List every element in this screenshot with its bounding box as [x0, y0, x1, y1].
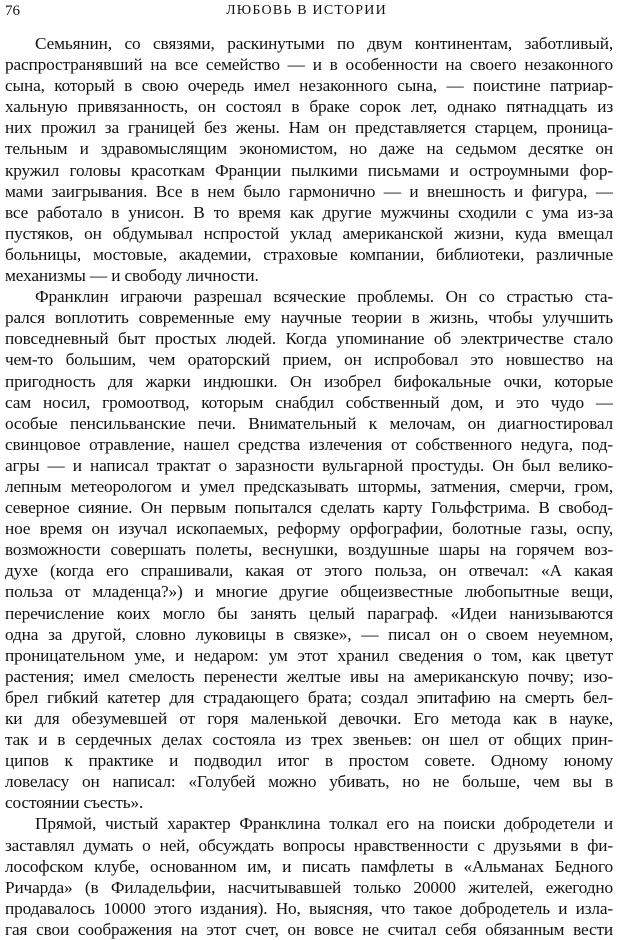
text-line: агры — и написал трактат о заразности вульгарной простуды. Он был велико-	[5, 455, 613, 475]
text-line: чем-то большим, чем ораторский прием, он испробовал это новшество на	[5, 350, 613, 370]
text-line: лософском клубе, основанном им, и писать памфлеты в «Альманах Бедного	[5, 856, 613, 876]
text-line: свинцовое отравление, нашел средства излечения от собственного недуга, под-	[5, 434, 613, 454]
text-line: сына, который в свою очередь имел незаконного сына, — поистине патриар-	[5, 76, 613, 96]
page-header	[5, 1, 608, 21]
text-line: механизмы — и свободу личности.	[5, 266, 259, 286]
text-line: Прямой, чистый характер Франклина толкал его на поиски добродетели и	[35, 814, 613, 834]
text-line: ное время он изучал ископаемых, реформу орфографии, болотные газы, оспу,	[5, 519, 613, 539]
text-line: так и в сердечных делах состояла из трех звеньев: он шел от общих прин-	[5, 730, 613, 750]
running-title: ЛЮБОВЬ В ИСТОРИИ	[226, 3, 387, 18]
text-line: проницательном уме, и недаром: ум этот хранил сведения о том, как цветут	[5, 645, 613, 665]
text-line: повседневный быт простых людей. Когда упоминание об электричестве стало	[5, 329, 613, 349]
body-text	[5, 33, 613, 940]
text-line: пригодность для жарки индюшки. Он изобрел бифокальные очки, которые	[5, 371, 613, 391]
text-line: ципов к практике и подводил итог в простом совете. Одному юному	[5, 751, 613, 771]
text-line: продавалось 10000 этого издания). Но, выясняя, что такое добродетель и изла-	[5, 898, 613, 918]
text-line: брел гибкий катетер для страдающего брата; создал эпитафию на смерть бел-	[5, 687, 613, 707]
text-line: кружил головы красоткам Франции пылкими письмами и остроумными фор-	[5, 160, 613, 180]
text-line: ловеласу он написал: «Голубей можно убивать, но не больше, чем вы в	[5, 772, 613, 792]
text-line: Ричарда» (в Филадельфии, насчитывавшей только 20000 жителей, ежегодно	[5, 877, 613, 897]
page-number: 76	[5, 3, 20, 19]
text-line: возможности совершать полеты, веснушки, воздушные шары на горячем воз-	[5, 540, 613, 560]
text-line: мами заигрывания. Все в нем было гармонично — и внешность и фигура, —	[5, 181, 613, 201]
text-line: духе (когда его спрашивали, какая от этого польза, он отвечал: «А какая	[5, 561, 613, 581]
text-line: хальную привязанность, он состоял в браке сорок лет, однако пятнадцать из	[5, 97, 613, 117]
text-line: северное сияние. Он первым попытался сделать карту Гольфстрима. В свобод-	[5, 498, 613, 518]
text-line: распространявший на все семейство — и в особенности на своего незаконного	[5, 55, 613, 75]
text-line: сам носил, громоотвод, которым снабдил собственный дом, и это чудо —	[5, 392, 613, 412]
text-line: Семьянин, со связями, раскинутыми по двум континентам, заботливый,	[35, 34, 613, 53]
text-line: больницы, мостовые, академии, страховые компании, библиотеки, различные	[5, 244, 613, 264]
text-line: пустяков, он обдумывал нспростой уклад американской жизни, куда вмещал	[5, 223, 613, 243]
text-line: Франклин играючи разрешал всяческие проблемы. Он со страстью ста-	[35, 287, 613, 307]
text-line: них прожил за границей без жены. Нам он представляется старцем, проница-	[5, 118, 613, 138]
text-line: рался воплотить современные ему научные теории в жизнь, чтобы улучшить	[5, 308, 613, 328]
text-line: лепным метеорологом и умел предсказывать штормы, затмения, смерчи, гром,	[5, 476, 613, 496]
text-line: особые пенсильванские печи. Внимательный к мелочам, он диагностировал	[5, 413, 613, 433]
text-line: тельным и здравомыслящим экономистом, но даже на седьмом десятке он	[5, 139, 613, 159]
text-line: гая свои соображения на этот счет, он вовсе не считал себя обязанным вести	[5, 919, 613, 939]
text-line: польза от младенца?») и многие другие общеизвестные любопытные вещи,	[5, 582, 613, 602]
text-line: одна за другой, словно луковицы в связке», — писал он о своем неуемном,	[5, 624, 613, 644]
text-line: состоянии съесть».	[5, 793, 144, 813]
text-line: ки для обезумевшей от горя маленькой девочки. Его метода как в науке,	[5, 709, 613, 728]
text-line: перечисление коих могло бы занять целый параграф. «Идеи нанизываются	[5, 603, 613, 623]
text-line: растения; имел смелость перенести желтые ивы на американскую почву; изо-	[5, 666, 613, 686]
text-line: заставлял думать о ней, обсуждать вопросы нравственности с друзьями в фи-	[5, 835, 613, 855]
text-line: все работало в унисон. В то время как другие мужчины сходили с ума из-за	[5, 202, 613, 222]
